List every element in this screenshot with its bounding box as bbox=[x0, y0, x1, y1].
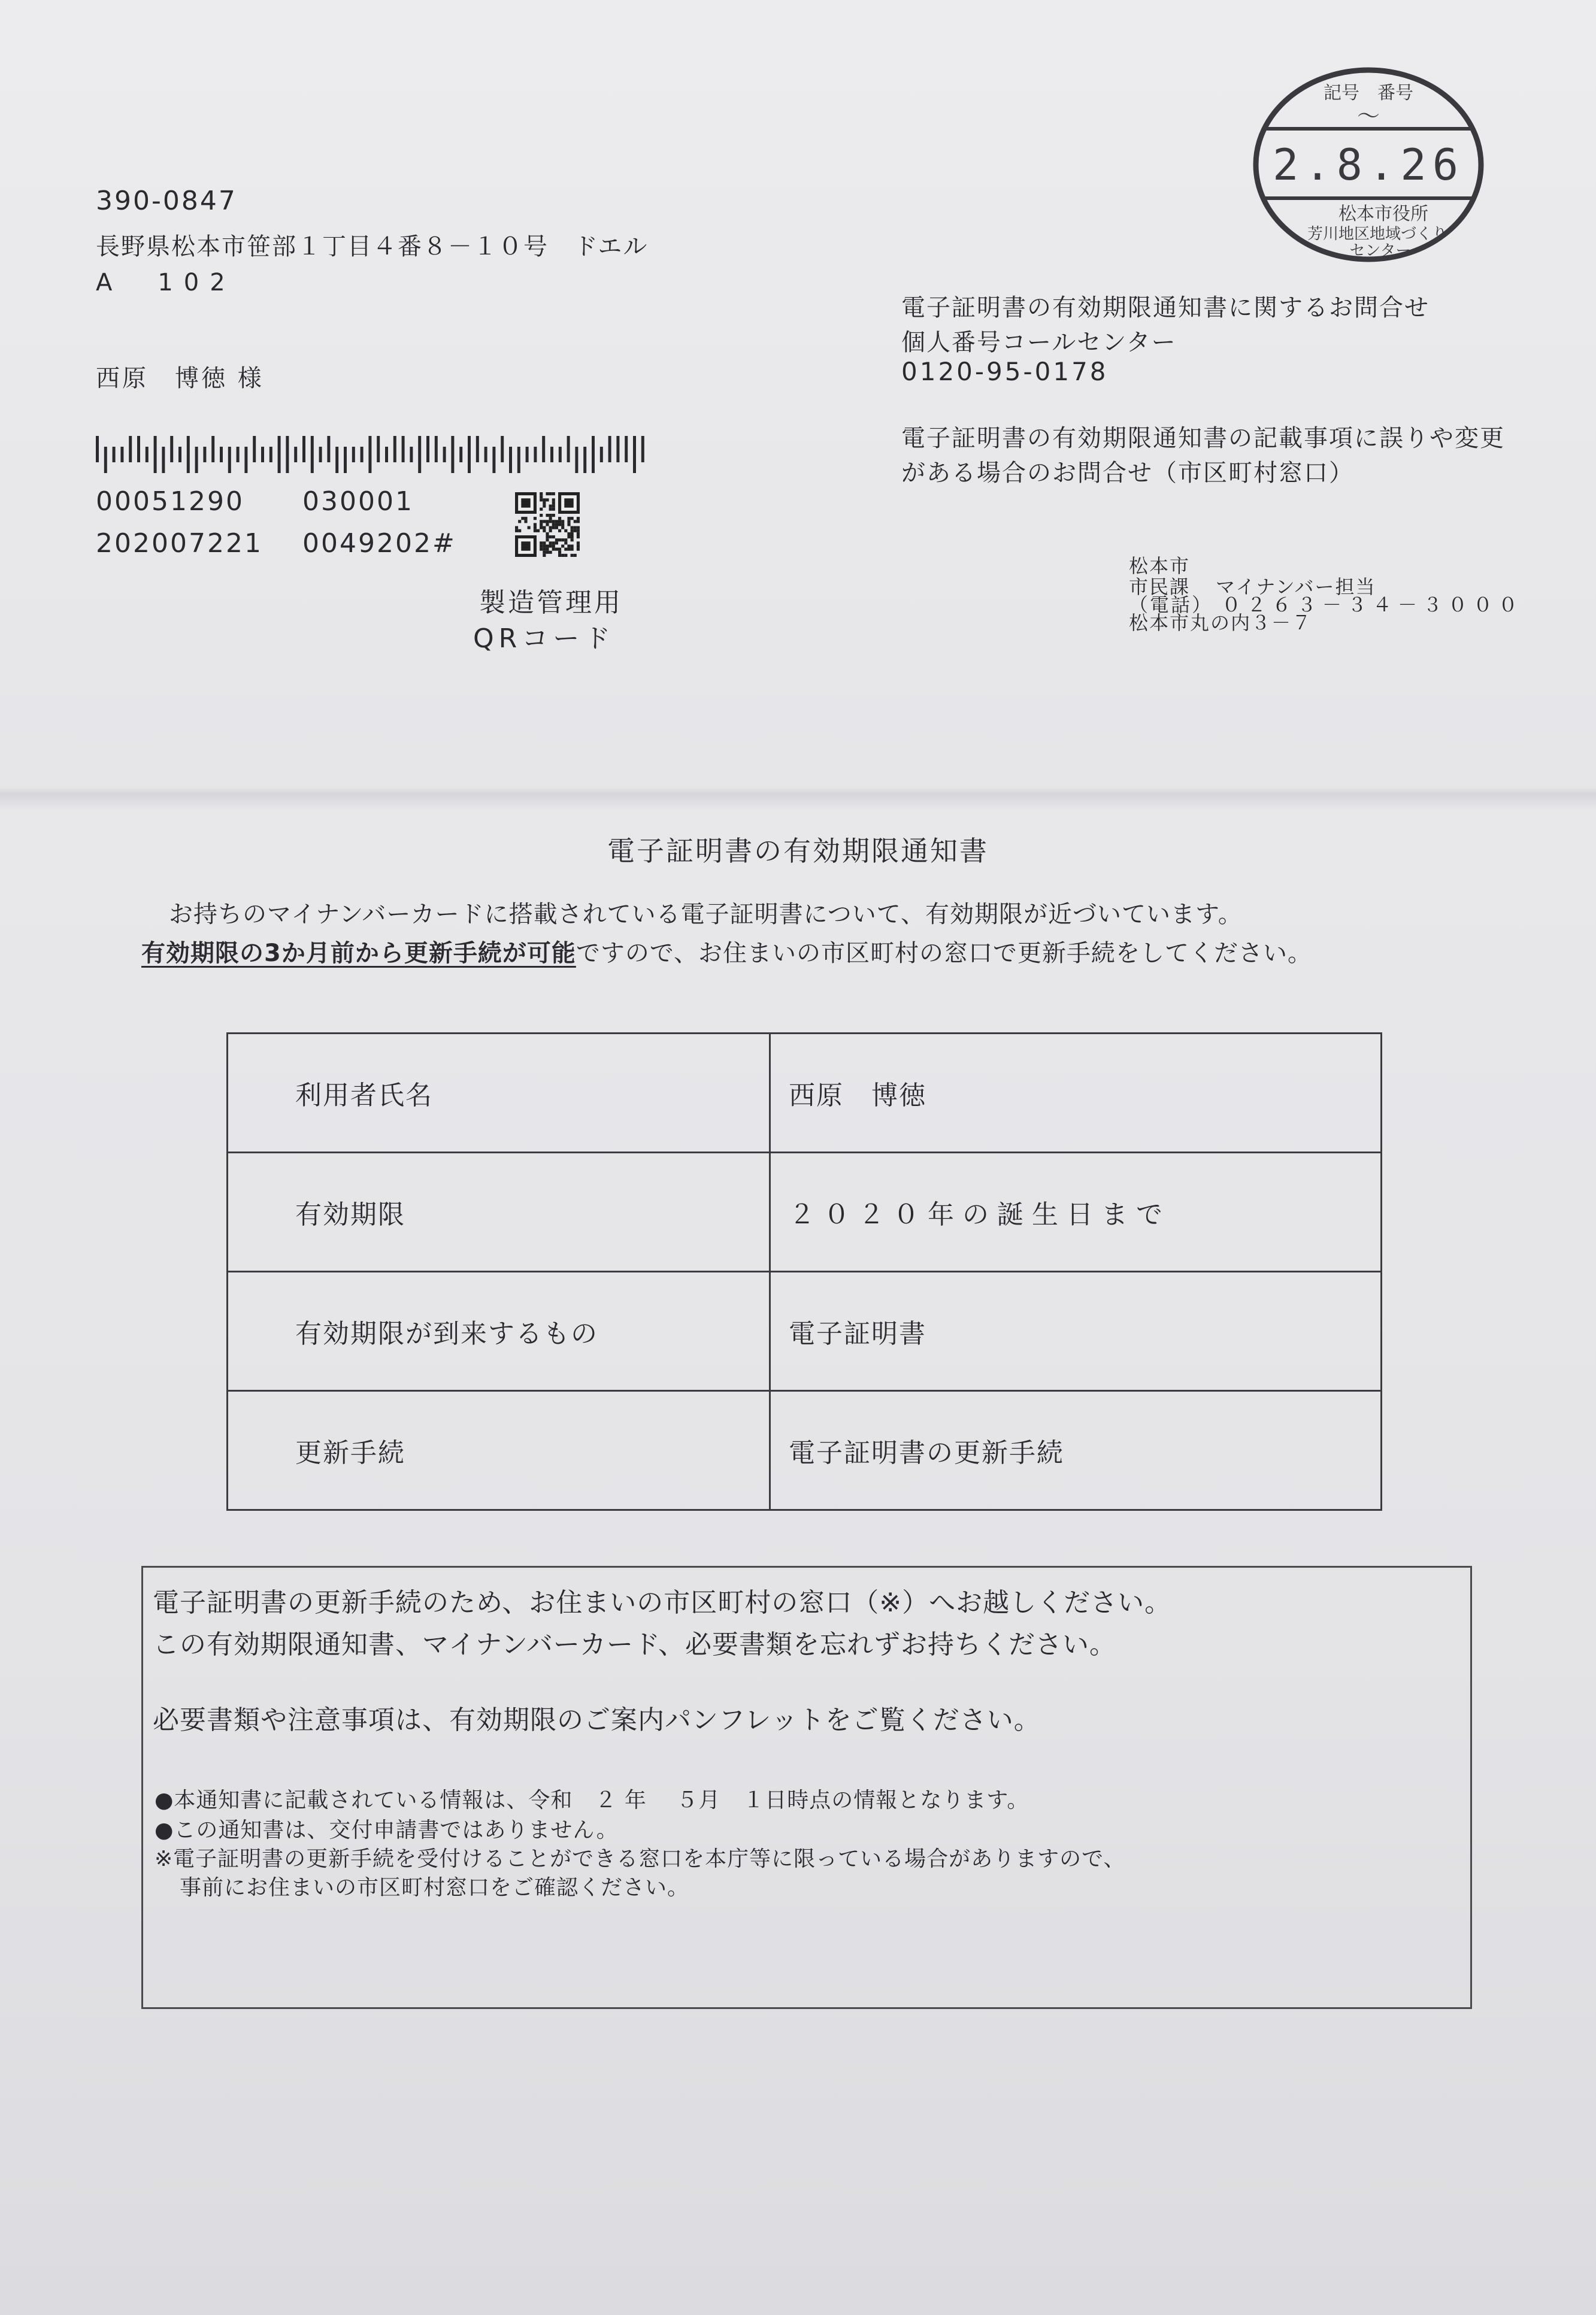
barcode-bar bbox=[327, 436, 330, 462]
qr-module bbox=[534, 517, 537, 520]
qr-module bbox=[521, 498, 530, 507]
barcode-bar bbox=[633, 436, 636, 473]
row-label: 更新手続 bbox=[228, 1391, 770, 1510]
barcode-bar bbox=[526, 447, 529, 462]
barcode-bar bbox=[385, 447, 388, 462]
qr-module bbox=[552, 541, 555, 544]
qr-module bbox=[549, 535, 552, 538]
barcode-bar bbox=[517, 447, 520, 473]
qr-module bbox=[549, 541, 552, 544]
barcode-bar bbox=[459, 447, 462, 462]
note-3: ※電子証明書の更新手続を受付けることができる窓口を本庁等に限っている場合がありますので、 bbox=[155, 1847, 1126, 1871]
code-3: 202007221 bbox=[96, 528, 263, 559]
qr-module bbox=[518, 529, 521, 532]
office-address: 松本市丸の内３－７ bbox=[1129, 611, 1313, 634]
qr-module bbox=[561, 554, 564, 557]
qr-module bbox=[521, 541, 530, 550]
notice-title: 電子証明書の有効期限通知書 bbox=[607, 835, 989, 867]
qr-module bbox=[564, 529, 567, 532]
stamp-date: 2.8.26 bbox=[1272, 140, 1465, 190]
barcode-bar bbox=[476, 436, 479, 462]
qr-module bbox=[546, 538, 549, 541]
row-value: 電子証明書の更新手続 bbox=[770, 1391, 1382, 1510]
barcode-bar bbox=[311, 436, 314, 473]
qr-module bbox=[567, 517, 570, 520]
qr-module bbox=[524, 520, 527, 523]
barcode-bar bbox=[468, 436, 471, 473]
qr-module bbox=[564, 548, 567, 551]
qr-module bbox=[552, 498, 555, 501]
barcode-bar bbox=[377, 436, 380, 462]
qr-module bbox=[555, 523, 558, 526]
barcode-bar bbox=[393, 436, 396, 462]
qr-module bbox=[571, 535, 574, 538]
qr-module bbox=[543, 548, 546, 551]
office-phone-label: （電話） bbox=[1129, 593, 1213, 616]
notice-intro1: お持ちのマイナンバーカードに搭載されている電子証明書について、有効期限が近づいています。 bbox=[169, 901, 1243, 928]
qr-module bbox=[574, 526, 577, 529]
barcode-bar bbox=[559, 447, 562, 462]
qr-module bbox=[546, 492, 549, 495]
table-row bbox=[228, 1034, 1382, 1153]
qr-module bbox=[543, 541, 546, 544]
barcode-bar bbox=[344, 447, 347, 473]
qr-module bbox=[540, 520, 543, 523]
qr-module bbox=[540, 492, 543, 495]
qr-module bbox=[546, 548, 549, 551]
qr-module bbox=[552, 501, 555, 504]
barcode-bar bbox=[567, 436, 570, 462]
qr-module bbox=[540, 548, 543, 551]
stamp-top-text: 記号 番号 bbox=[1324, 83, 1413, 104]
barcode-bar bbox=[641, 436, 644, 462]
qr-module bbox=[574, 554, 577, 557]
row-value: ２０２０年の誕生日まで bbox=[770, 1153, 1382, 1272]
qr-module bbox=[564, 538, 567, 541]
qr-module bbox=[552, 508, 555, 511]
code-2: 030001 bbox=[302, 486, 414, 517]
barcode-bar bbox=[104, 447, 107, 473]
qr-module bbox=[571, 548, 574, 551]
code-4: 0049202# bbox=[302, 528, 456, 559]
qr-module bbox=[549, 514, 552, 517]
qr-module bbox=[558, 551, 561, 554]
postal-code: 390-0847 bbox=[96, 186, 237, 216]
qr-module bbox=[546, 535, 549, 538]
barcode-bar bbox=[608, 436, 611, 462]
qr-module bbox=[567, 548, 570, 551]
barcode-bar bbox=[203, 447, 206, 462]
qr-module bbox=[552, 523, 555, 526]
notice-intro2-emphasis: 有効期限の3か月前から更新手続が可能 bbox=[141, 940, 576, 967]
notice-intro2-rest: ですので、お住まいの市区町村の窓口で更新手続をしてください。 bbox=[576, 940, 1313, 967]
qr-module bbox=[571, 544, 574, 547]
qr-module bbox=[546, 532, 549, 535]
barcode-bar bbox=[352, 447, 355, 462]
qr-module bbox=[552, 514, 555, 517]
qr-module bbox=[546, 551, 549, 554]
stamp-office-line2: 芳川地区地域づくり bbox=[1307, 225, 1448, 243]
qr-module bbox=[561, 520, 564, 523]
qr-module bbox=[561, 538, 564, 541]
qr-module bbox=[564, 498, 573, 507]
barcode-bar bbox=[154, 436, 157, 473]
qr-module bbox=[524, 517, 527, 520]
qr-module bbox=[552, 526, 555, 529]
qr-module bbox=[546, 520, 549, 523]
barcode-bar bbox=[195, 447, 198, 473]
qr-module bbox=[552, 535, 555, 538]
qr-module bbox=[555, 526, 558, 529]
qr-module bbox=[543, 501, 546, 504]
qr-module bbox=[521, 517, 524, 520]
barcode-bar bbox=[269, 447, 272, 462]
qr-module bbox=[577, 541, 580, 544]
table-row bbox=[228, 1272, 1382, 1391]
postmark-stamp bbox=[1249, 63, 1488, 266]
barcode-bar bbox=[451, 436, 454, 473]
barcode-bar bbox=[534, 447, 537, 462]
office-person: マイナンバー担当 bbox=[1216, 575, 1376, 598]
qr-module bbox=[546, 514, 549, 517]
qr-module bbox=[534, 523, 537, 526]
barcode-bar bbox=[484, 447, 487, 462]
barcode-bar bbox=[178, 447, 181, 462]
qr-module bbox=[552, 548, 555, 551]
barcode-bar bbox=[542, 436, 545, 462]
qr-module bbox=[558, 548, 561, 551]
qr-module bbox=[549, 517, 552, 520]
note-1: ●本通知書に記載されている情報は、令和 ２ 年 ５月 １日時点の情報となります。 bbox=[155, 1788, 1029, 1813]
office-phone: ０２６３－３４－３０００ bbox=[1222, 593, 1524, 616]
barcode-bar bbox=[302, 436, 305, 462]
barcode-bar bbox=[418, 436, 421, 473]
row-value: 西原 博徳 bbox=[770, 1034, 1382, 1153]
qr-module bbox=[540, 526, 543, 529]
qr-module bbox=[561, 526, 564, 529]
qr-module bbox=[574, 529, 577, 532]
qr-module bbox=[564, 554, 567, 557]
qr-module bbox=[561, 523, 564, 526]
qr-module bbox=[561, 544, 564, 547]
qr-module bbox=[534, 526, 537, 529]
barcode-bar bbox=[625, 436, 628, 462]
barcode-bar bbox=[361, 447, 364, 462]
barcode-bar bbox=[443, 447, 446, 462]
qr-module bbox=[518, 520, 521, 523]
office-division: 市民課 bbox=[1129, 575, 1191, 598]
barcode-bar bbox=[583, 447, 586, 473]
qr-module bbox=[540, 508, 543, 511]
barcode-bar bbox=[335, 447, 338, 473]
qr-module bbox=[558, 517, 561, 520]
qr-module bbox=[555, 541, 558, 544]
barcode-bar bbox=[220, 447, 223, 462]
qr-module bbox=[515, 529, 518, 532]
qr-module bbox=[571, 538, 574, 541]
qr-module bbox=[540, 495, 543, 498]
qr-module bbox=[577, 535, 580, 538]
qr-module bbox=[549, 544, 552, 547]
qr-module bbox=[552, 505, 555, 508]
code-1: 00051290 bbox=[96, 486, 244, 517]
contact-line4: 電子証明書の有効期限通知書の記載事項に誤りや変更 bbox=[901, 425, 1505, 452]
contact-line5: がある場合のお問合せ（市区町村窓口） bbox=[901, 459, 1354, 487]
row-label: 有効期限が到来するもの bbox=[228, 1272, 770, 1391]
barcode-bar bbox=[187, 436, 190, 473]
qr-module bbox=[555, 548, 558, 551]
qr-module bbox=[558, 538, 561, 541]
qr-module bbox=[558, 523, 561, 526]
box-line3: 必要書類や注意事項は、有効期限のご案内パンフレットをご覧ください。 bbox=[153, 1705, 1041, 1735]
qr-module bbox=[571, 554, 574, 557]
barcode-bar bbox=[146, 447, 149, 462]
qr-module bbox=[528, 526, 531, 529]
contact-phone: 0120-95-0178 bbox=[901, 357, 1109, 386]
qr-module bbox=[540, 498, 543, 501]
qr-module bbox=[577, 529, 580, 532]
qr-module bbox=[549, 520, 552, 523]
contact-line1: 電子証明書の有効期限通知書に関するお問合せ bbox=[901, 294, 1430, 322]
notice-intro2 bbox=[141, 934, 1312, 968]
qr-module bbox=[558, 529, 561, 532]
qr-module bbox=[571, 532, 574, 535]
qr-module bbox=[555, 520, 558, 523]
barcode-bar bbox=[435, 436, 438, 462]
qr-module bbox=[549, 551, 552, 554]
barcode-bar bbox=[286, 436, 289, 473]
qr-module bbox=[567, 544, 570, 547]
box-line2: この有効期限通知書、マイナンバーカード、必要書類を忘れずお持ちください。 bbox=[153, 1629, 1116, 1660]
qr-module bbox=[546, 544, 549, 547]
qr-module bbox=[543, 544, 546, 547]
qr-module bbox=[571, 529, 574, 532]
qr-code-icon bbox=[515, 492, 580, 557]
qr-module bbox=[564, 541, 567, 544]
qr-module bbox=[577, 520, 580, 523]
barcode-bar bbox=[253, 436, 256, 462]
note-2: ●この通知書は、交付申請書ではありません。 bbox=[155, 1818, 619, 1843]
qr-module bbox=[549, 529, 552, 532]
barcode-bar bbox=[162, 447, 165, 473]
table-row bbox=[228, 1153, 1382, 1272]
stamp-office-line3: センター bbox=[1349, 242, 1412, 260]
barcode-bar bbox=[278, 436, 281, 473]
barcode-bar bbox=[261, 447, 264, 462]
qr-module bbox=[549, 492, 552, 495]
qr-module bbox=[552, 492, 555, 495]
qr-module bbox=[549, 526, 552, 529]
qr-module bbox=[567, 523, 570, 526]
qr-module bbox=[577, 548, 580, 551]
barcode-bar bbox=[137, 436, 140, 462]
barcode-bar bbox=[410, 447, 413, 462]
info-table bbox=[226, 1032, 1382, 1511]
barcode-bar bbox=[170, 436, 173, 462]
barcode-bar bbox=[237, 447, 240, 462]
qr-module bbox=[543, 505, 546, 508]
barcode-bar bbox=[211, 436, 214, 462]
postal-barcode bbox=[96, 436, 650, 473]
qr-label-line2: QRコード bbox=[473, 623, 616, 654]
barcode-bar bbox=[592, 436, 595, 473]
barcode-bar bbox=[319, 447, 322, 462]
qr-module bbox=[540, 541, 543, 544]
contact-line2: 個人番号コールセンター bbox=[901, 329, 1177, 356]
qr-module bbox=[537, 529, 540, 532]
row-label: 有効期限 bbox=[228, 1153, 770, 1272]
barcode-bar bbox=[426, 436, 429, 462]
qr-module bbox=[543, 554, 546, 557]
qr-module bbox=[558, 520, 561, 523]
row-label: 利用者氏名 bbox=[228, 1034, 770, 1153]
qr-module bbox=[546, 523, 549, 526]
qr-module bbox=[558, 554, 561, 557]
barcode-bar bbox=[294, 447, 297, 462]
barcode-bar bbox=[509, 447, 512, 473]
qr-module bbox=[577, 526, 580, 529]
barcode-bar bbox=[575, 447, 578, 473]
barcode-bar bbox=[492, 447, 495, 473]
barcode-bar bbox=[228, 447, 231, 473]
qr-module bbox=[540, 544, 543, 547]
box-line1: 電子証明書の更新手続のため、お住まいの市区町村の窓口（※）へお越しください。 bbox=[153, 1587, 1172, 1618]
barcode-bar bbox=[120, 447, 123, 462]
qr-module bbox=[549, 508, 552, 511]
row-value: 電子証明書 bbox=[770, 1272, 1382, 1391]
barcode-bar bbox=[600, 447, 603, 462]
qr-module bbox=[546, 498, 549, 501]
qr-module bbox=[549, 505, 552, 508]
barcode-bar bbox=[402, 436, 405, 462]
qr-module bbox=[543, 498, 546, 501]
note-4: 事前にお住まいの市区町村窓口をご確認ください。 bbox=[180, 1875, 690, 1900]
barcode-bar bbox=[616, 436, 619, 462]
qr-module bbox=[552, 520, 555, 523]
qr-module bbox=[555, 538, 558, 541]
office-city: 松本市 bbox=[1129, 554, 1191, 577]
qr-module bbox=[577, 532, 580, 535]
qr-module bbox=[571, 526, 574, 529]
barcode-bar bbox=[550, 447, 553, 462]
qr-module bbox=[571, 517, 574, 520]
recipient-name: 西原 博徳 様 bbox=[96, 365, 264, 392]
address-line2: A 102 bbox=[96, 269, 236, 296]
qr-module bbox=[574, 520, 577, 523]
barcode-bar bbox=[244, 447, 247, 473]
qr-module bbox=[515, 526, 518, 529]
address-line1: 長野県松本市笹部１丁目４番８－１０号 ドエル bbox=[96, 233, 649, 260]
qr-label-line1: 製造管理用 bbox=[479, 587, 623, 618]
qr-module bbox=[567, 532, 570, 535]
qr-module bbox=[543, 551, 546, 554]
barcode-bar bbox=[501, 436, 504, 462]
qr-module bbox=[543, 520, 546, 523]
qr-module bbox=[552, 544, 555, 547]
barcode-bar bbox=[96, 436, 99, 462]
stamp-tilde: 〜 bbox=[1356, 103, 1380, 129]
barcode-bar bbox=[113, 447, 116, 462]
stamp-office-line1: 松本市役所 bbox=[1338, 204, 1428, 225]
table-row bbox=[228, 1391, 1382, 1510]
qr-module bbox=[567, 535, 570, 538]
qr-module bbox=[543, 529, 546, 532]
qr-module bbox=[540, 523, 543, 526]
barcode-bar bbox=[129, 436, 132, 462]
qr-module bbox=[567, 520, 570, 523]
qr-module bbox=[577, 544, 580, 547]
qr-module bbox=[577, 517, 580, 520]
qr-module bbox=[540, 514, 543, 517]
barcode-bar bbox=[368, 436, 371, 473]
qr-module bbox=[543, 526, 546, 529]
qr-module bbox=[534, 529, 537, 532]
